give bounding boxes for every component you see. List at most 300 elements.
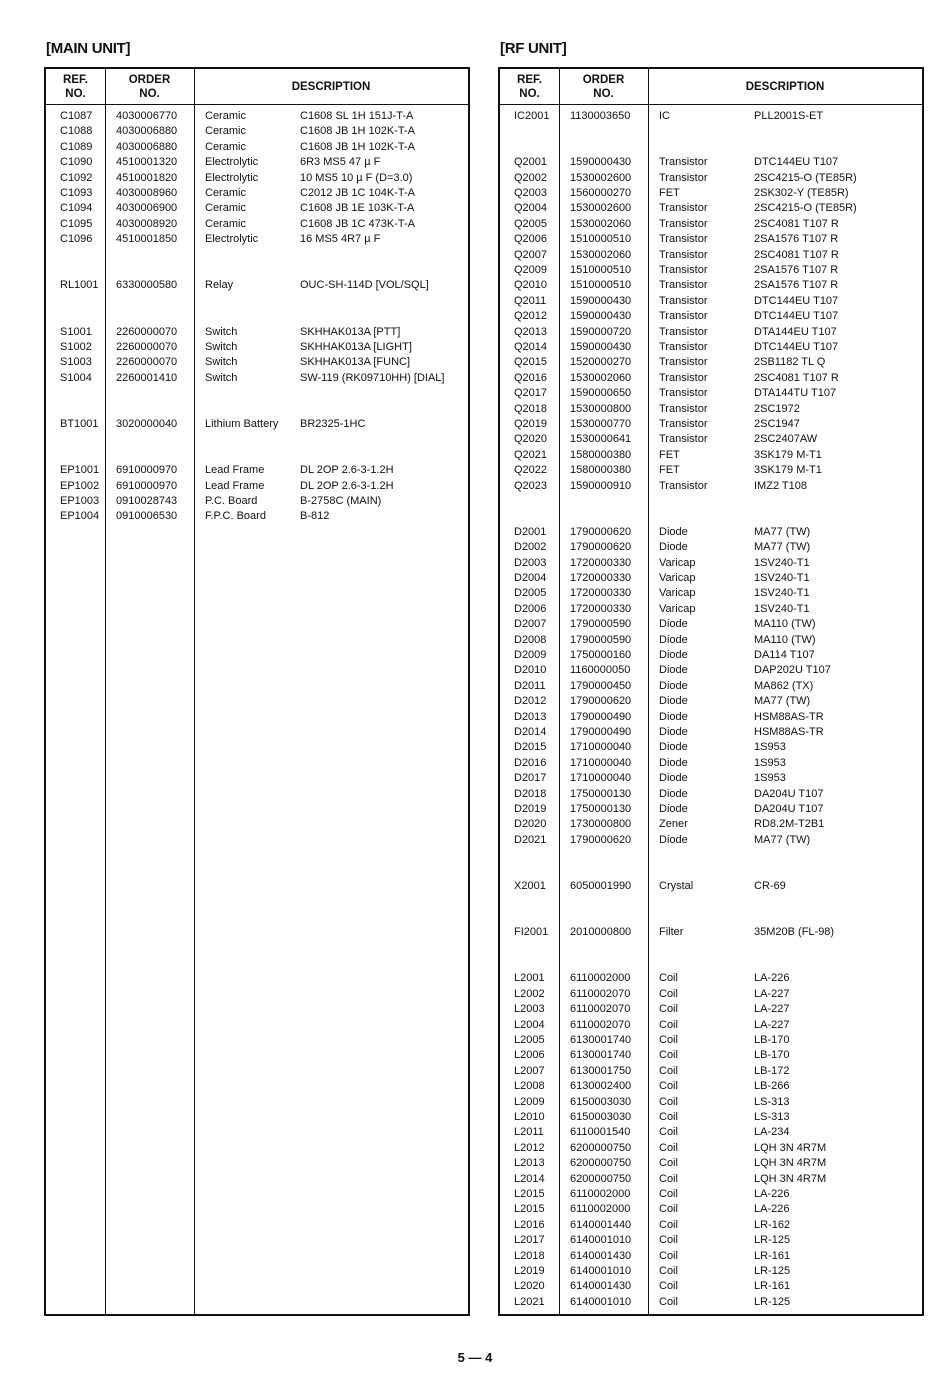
part-ref-no: EP1002 xyxy=(60,479,100,492)
part-order-no: 1530000641 xyxy=(570,433,632,446)
table-row xyxy=(500,1002,922,1017)
table-row xyxy=(500,586,922,601)
part-type: Transistor xyxy=(659,156,708,169)
part-order-no: 1750000130 xyxy=(570,787,632,800)
part-type: Coil xyxy=(659,1034,678,1046)
part-order-no: 4030006880 xyxy=(116,140,178,153)
table-row xyxy=(46,155,468,170)
part-spec: C1608 JB 1H 102K-T-A xyxy=(300,125,415,138)
part-type: Coil xyxy=(659,1111,678,1123)
part-order-no: 4510001820 xyxy=(116,171,178,184)
part-type: Diode xyxy=(659,664,688,677)
part-ref-no: D2010 xyxy=(514,664,547,677)
part-spec: B-812 xyxy=(300,510,330,523)
part-type: Zener xyxy=(659,818,688,831)
part-ref-no: L2016 xyxy=(514,1218,545,1231)
part-spec: 2SC2407AW xyxy=(754,433,818,446)
part-type: Transistor xyxy=(659,387,708,400)
table-row xyxy=(46,340,468,355)
part-ref-no: D2007 xyxy=(514,618,547,631)
part-ref-no: Q2018 xyxy=(514,402,548,415)
part-spec: C1608 JB 1C 473K-T-A xyxy=(300,217,415,230)
part-ref-no: L2018 xyxy=(514,1249,545,1262)
table-row xyxy=(500,525,922,540)
part-ref-no: Q2019 xyxy=(514,418,548,430)
part-order-no: 2260000070 xyxy=(116,341,178,353)
table-row xyxy=(500,1048,922,1063)
part-ref-no: S1004 xyxy=(60,371,92,384)
table-row xyxy=(46,217,468,232)
part-spec: SKHHAK013A [PTT] xyxy=(300,325,401,338)
table-row xyxy=(500,602,922,617)
part-ref-no: RL1001 xyxy=(60,279,99,292)
part-order-no: 6140001010 xyxy=(570,1234,632,1247)
part-ref-no: Q2023 xyxy=(514,479,548,492)
table-row xyxy=(500,186,922,201)
rf-unit-title: [RF UNIT] xyxy=(500,40,567,57)
part-ref-no: D2005 xyxy=(514,587,547,600)
part-order-no: 1590000910 xyxy=(570,479,632,492)
part-ref-no: L2008 xyxy=(514,1080,545,1093)
table-row xyxy=(500,432,922,447)
part-type: Diode xyxy=(659,525,688,538)
part-type: Transistor xyxy=(659,264,708,276)
part-spec: 2SC1972 xyxy=(754,402,800,415)
table-row xyxy=(46,171,468,186)
part-order-no: 1720000330 xyxy=(570,587,632,600)
part-spec: LB-170 xyxy=(754,1049,790,1062)
table-row xyxy=(500,1018,922,1033)
part-ref-no: L2006 xyxy=(514,1049,545,1062)
part-spec: CR-69 xyxy=(754,880,786,892)
part-spec: 1S953 xyxy=(754,741,786,754)
part-spec: 2SA1576 T107 R xyxy=(754,279,839,292)
part-ref-no: C1096 xyxy=(60,233,93,246)
part-order-no: 6150003030 xyxy=(570,1095,632,1108)
table-row xyxy=(500,1218,922,1233)
table-row xyxy=(46,325,468,340)
part-type: F.P.C. Board xyxy=(205,510,266,523)
part-ref-no: D2014 xyxy=(514,726,547,738)
part-ref-no: D2015 xyxy=(514,741,547,754)
part-ref-no: C1093 xyxy=(60,187,93,199)
part-spec: DTA144TU T107 xyxy=(754,387,837,400)
part-type: Transistor xyxy=(659,341,708,353)
part-ref-no: C1087 xyxy=(60,110,93,122)
part-order-no: 1530002600 xyxy=(570,202,632,215)
part-type: Coil xyxy=(659,1095,678,1108)
part-ref-no: D2008 xyxy=(514,633,547,646)
part-spec: 3SK179 M-T1 xyxy=(754,464,822,477)
part-ref-no: Q2017 xyxy=(514,387,548,400)
part-type: Ceramic xyxy=(205,110,246,122)
part-spec: 16 MS5 4R7 µ F xyxy=(300,233,381,246)
part-order-no: 6140001010 xyxy=(570,1295,632,1308)
part-type: Ceramic xyxy=(205,140,246,153)
part-spec: 1S953 xyxy=(754,772,786,785)
table-row xyxy=(500,248,922,263)
part-ref-no: L2002 xyxy=(514,987,545,1000)
part-spec: DA204U T107 xyxy=(754,787,824,800)
part-ref-no: S1002 xyxy=(60,341,92,353)
part-ref-no: Q2001 xyxy=(514,156,548,169)
part-ref-no: D2019 xyxy=(514,803,547,815)
part-spec: HSM88AS-TR xyxy=(754,726,824,738)
table-row xyxy=(46,109,468,124)
table-row xyxy=(500,817,922,832)
rf-header-ref-label: REF. NO. xyxy=(517,73,542,100)
table-row xyxy=(500,740,922,755)
part-spec: LS-313 xyxy=(754,1111,790,1123)
part-ref-no: Q2016 xyxy=(514,371,548,384)
part-order-no: 1790000490 xyxy=(570,726,632,738)
part-type: Coil xyxy=(659,1188,678,1200)
part-ref-no: D2001 xyxy=(514,525,547,538)
part-type: Crystal xyxy=(659,880,694,892)
part-type: Transistor xyxy=(659,294,708,307)
part-order-no: 1790000590 xyxy=(570,633,632,646)
part-type: Relay xyxy=(205,279,234,292)
table-row xyxy=(46,201,468,216)
part-type: Electrolytic xyxy=(205,233,259,246)
part-ref-no: L2015 xyxy=(514,1188,545,1200)
part-spec: 6R3 MS5 47 µ F xyxy=(300,156,381,169)
part-spec: LR-125 xyxy=(754,1295,791,1308)
part-type: Transistor xyxy=(659,279,708,292)
table-row xyxy=(500,155,922,170)
part-type: Coil xyxy=(659,1203,678,1216)
part-ref-no: Q2020 xyxy=(514,433,548,446)
part-ref-no: C1089 xyxy=(60,140,93,153)
part-ref-no: D2002 xyxy=(514,541,547,554)
part-order-no: 2010000800 xyxy=(570,926,632,939)
part-ref-no: FI2001 xyxy=(514,926,549,939)
table-row xyxy=(500,1187,922,1202)
part-spec: 1SV240-T1 xyxy=(754,602,810,615)
table-row xyxy=(500,340,922,355)
part-order-no: 1790000620 xyxy=(570,695,632,708)
table-row xyxy=(500,1264,922,1279)
part-ref-no: L2019 xyxy=(514,1265,545,1277)
part-spec: DTC144EU T107 xyxy=(754,156,839,169)
part-type: P.C. Board xyxy=(205,495,258,507)
part-order-no: 3020000040 xyxy=(116,418,178,430)
part-spec: SW-119 (RK09710HH) [DIAL] xyxy=(300,371,445,384)
part-ref-no: EP1004 xyxy=(60,510,100,523)
part-type: Coil xyxy=(659,1280,678,1293)
table-row xyxy=(46,494,468,509)
part-ref-no: S1001 xyxy=(60,325,92,338)
part-order-no: 1520000270 xyxy=(570,356,632,369)
part-order-no: 1510000510 xyxy=(570,264,632,276)
part-spec: LA-226 xyxy=(754,1203,790,1216)
part-spec: C2012 JB 1C 104K-T-A xyxy=(300,187,415,199)
part-type: Diode xyxy=(659,618,688,631)
part-order-no: 1790000450 xyxy=(570,679,632,692)
part-type: Transistor xyxy=(659,248,708,261)
part-spec: MA110 (TW) xyxy=(754,633,816,646)
part-spec: LR-125 xyxy=(754,1265,791,1277)
part-type: Coil xyxy=(659,1295,678,1308)
part-order-no: 6910000970 xyxy=(116,479,178,492)
part-spec: 2SC4081 T107 R xyxy=(754,371,839,384)
part-order-no: 4030006900 xyxy=(116,202,178,215)
table-row xyxy=(46,371,468,386)
table-row xyxy=(46,232,468,247)
part-order-no: 6140001430 xyxy=(570,1280,632,1293)
part-order-no: 6200000750 xyxy=(570,1141,632,1154)
table-row xyxy=(500,971,922,986)
part-order-no: 1710000040 xyxy=(570,741,632,754)
part-order-no: 1590000650 xyxy=(570,387,632,400)
part-type: Varicap xyxy=(659,572,696,584)
part-spec: LA-227 xyxy=(754,1003,790,1016)
table-row xyxy=(500,1110,922,1125)
part-ref-no: D2020 xyxy=(514,818,547,831)
rf-unit-table xyxy=(498,67,924,1316)
part-order-no: 1580000380 xyxy=(570,448,632,461)
part-spec: 2SA1576 T107 R xyxy=(754,264,839,276)
part-spec: MA77 (TW) xyxy=(754,541,811,554)
table-row xyxy=(500,679,922,694)
table-row xyxy=(500,633,922,648)
part-spec: 2SK302-Y (TE85R) xyxy=(754,187,849,199)
part-spec: LB-170 xyxy=(754,1034,790,1046)
part-order-no: 1790000590 xyxy=(570,618,632,631)
part-type: Transistor xyxy=(659,371,708,384)
part-ref-no: D2013 xyxy=(514,710,547,723)
part-order-no: 0910028743 xyxy=(116,495,178,507)
part-spec: SKHHAK013A [FUNC] xyxy=(300,356,411,369)
part-ref-no: L2020 xyxy=(514,1280,545,1293)
part-spec: 2SC4081 T107 R xyxy=(754,248,839,261)
part-ref-no: Q2014 xyxy=(514,341,548,353)
part-type: Coil xyxy=(659,1218,678,1231)
part-order-no: 6330000580 xyxy=(116,279,178,292)
part-ref-no: Q2012 xyxy=(514,310,548,323)
part-type: Diode xyxy=(659,649,688,661)
part-ref-no: L2003 xyxy=(514,1003,545,1016)
part-ref-no: L2009 xyxy=(514,1095,545,1108)
part-type: Transistor xyxy=(659,202,708,215)
part-spec: DL 2OP 2.6-3-1.2H xyxy=(300,464,394,477)
table-row xyxy=(500,1141,922,1156)
part-type: Lead Frame xyxy=(205,479,265,492)
table-row xyxy=(500,217,922,232)
table-row xyxy=(500,171,922,186)
part-ref-no: X2001 xyxy=(514,880,546,892)
part-ref-no: Q2021 xyxy=(514,448,548,461)
part-type: Diode xyxy=(659,833,688,846)
part-order-no: 1720000330 xyxy=(570,602,632,615)
part-ref-no: C1090 xyxy=(60,156,93,169)
part-ref-no: D2012 xyxy=(514,695,547,708)
part-type: Diode xyxy=(659,633,688,646)
part-order-no: 6110001540 xyxy=(570,1126,631,1139)
part-ref-no: D2017 xyxy=(514,772,547,785)
part-spec: MA110 (TW) xyxy=(754,618,816,631)
part-type: Diode xyxy=(659,756,688,769)
part-type: Electrolytic xyxy=(205,156,259,169)
part-order-no: 6150003030 xyxy=(570,1111,632,1123)
part-order-no: 1530002060 xyxy=(570,248,632,261)
part-type: Diode xyxy=(659,726,688,738)
part-order-no: 1590000430 xyxy=(570,341,632,353)
part-spec: RD8.2M-T2B1 xyxy=(754,818,825,831)
part-spec: 1SV240-T1 xyxy=(754,587,810,600)
table-row xyxy=(500,1095,922,1110)
part-type: Diode xyxy=(659,695,688,708)
part-order-no: 6110002070 xyxy=(570,987,631,1000)
part-type: Coil xyxy=(659,1003,678,1016)
part-spec: 2SC4081 T107 R xyxy=(754,217,839,230)
part-type: Switch xyxy=(205,356,238,369)
part-spec: 1SV240-T1 xyxy=(754,556,810,569)
part-type: Electrolytic xyxy=(205,171,259,184)
table-row xyxy=(500,201,922,216)
part-ref-no: D2006 xyxy=(514,602,547,615)
rf-header-order-label: ORDER NO. xyxy=(582,73,625,100)
part-spec: 3SK179 M-T1 xyxy=(754,448,822,461)
table-row xyxy=(500,802,922,817)
part-spec: 2SC1947 xyxy=(754,418,800,430)
part-spec: LA-227 xyxy=(754,1018,790,1031)
part-ref-no: D2004 xyxy=(514,572,547,584)
table-row xyxy=(500,278,922,293)
page-number: 5 — 4 xyxy=(457,1350,493,1365)
part-order-no: 1580000380 xyxy=(570,464,632,477)
part-spec: 2SC4215-O (TE85R) xyxy=(754,171,857,184)
part-spec: LA-226 xyxy=(754,972,790,985)
part-order-no: 4030006770 xyxy=(116,110,178,122)
part-spec: 2SC4215-O (TE85R) xyxy=(754,202,857,215)
part-ref-no: Q2022 xyxy=(514,464,548,477)
part-order-no: 1790000620 xyxy=(570,541,632,554)
part-ref-no: Q2005 xyxy=(514,217,548,230)
table-row xyxy=(46,479,468,494)
part-ref-no: Q2015 xyxy=(514,356,548,369)
part-spec: LQH 3N 4R7M xyxy=(754,1157,827,1170)
part-spec: C1608 JB 1E 103K-T-A xyxy=(300,202,415,215)
part-type: Coil xyxy=(659,1126,678,1139)
part-spec: OUC-SH-114D [VOL/SQL] xyxy=(300,279,429,292)
part-type: Ceramic xyxy=(205,217,246,230)
part-ref-no: L2015 xyxy=(514,1203,545,1216)
table-row xyxy=(500,556,922,571)
part-ref-no: C1094 xyxy=(60,202,93,215)
part-spec: LQH 3N 4R7M xyxy=(754,1141,827,1154)
part-ref-no: L2010 xyxy=(514,1111,545,1123)
part-order-no: 4510001320 xyxy=(116,156,178,169)
table-row xyxy=(500,771,922,786)
part-order-no: 1750000160 xyxy=(570,649,632,661)
part-type: FET xyxy=(659,187,680,199)
part-order-no: 2260000070 xyxy=(116,325,178,338)
rf-header-description-label: DESCRIPTION xyxy=(745,80,825,93)
part-ref-no: D2016 xyxy=(514,756,547,769)
part-spec: IMZ2 T108 xyxy=(754,479,807,492)
part-order-no: 1710000040 xyxy=(570,756,632,769)
part-type: Varicap xyxy=(659,556,696,569)
part-type: Transistor xyxy=(659,356,708,369)
part-order-no: 6110002000 xyxy=(570,972,631,985)
table-row xyxy=(500,1202,922,1217)
part-order-no: 2260000070 xyxy=(116,356,178,369)
part-spec: LB-266 xyxy=(754,1080,790,1093)
part-order-no: 6200000750 xyxy=(570,1172,632,1185)
part-ref-no: L2001 xyxy=(514,972,545,985)
part-order-no: 1560000270 xyxy=(570,187,632,199)
part-ref-no: BT1001 xyxy=(60,418,99,430)
part-order-no: 1130003650 xyxy=(570,110,631,122)
table-row xyxy=(46,417,468,432)
part-spec: HSM88AS-TR xyxy=(754,710,824,723)
part-type: Transistor xyxy=(659,310,708,323)
part-ref-no: C1088 xyxy=(60,125,93,138)
part-type: FET xyxy=(659,448,680,461)
table-row xyxy=(500,1279,922,1294)
part-ref-no: Q2011 xyxy=(514,294,547,307)
part-order-no: 6140001010 xyxy=(570,1265,632,1277)
part-order-no: 1530000770 xyxy=(570,418,632,430)
part-type: Coil xyxy=(659,972,678,985)
part-type: Coil xyxy=(659,1157,678,1170)
part-order-no: 1720000330 xyxy=(570,572,632,584)
part-order-no: 6130002400 xyxy=(570,1080,632,1093)
part-order-no: 1730000800 xyxy=(570,818,632,831)
part-type: Varicap xyxy=(659,602,696,615)
part-type: Coil xyxy=(659,1064,678,1077)
part-order-no: 1790000490 xyxy=(570,710,632,723)
part-type: Switch xyxy=(205,371,238,384)
part-spec: 1S953 xyxy=(754,756,786,769)
table-row xyxy=(500,1172,922,1187)
part-spec: DL 2OP 2.6-3-1.2H xyxy=(300,479,394,492)
table-row xyxy=(500,787,922,802)
part-type: Varicap xyxy=(659,587,696,600)
part-type: Transistor xyxy=(659,418,708,430)
part-spec: MA77 (TW) xyxy=(754,525,811,538)
table-row xyxy=(500,371,922,386)
part-ref-no: L2012 xyxy=(514,1141,545,1154)
part-order-no: 1530002060 xyxy=(570,371,632,384)
part-spec: LR-125 xyxy=(754,1234,791,1247)
part-order-no: 1710000040 xyxy=(570,772,632,785)
part-order-no: 6110002070 xyxy=(570,1018,631,1031)
table-row xyxy=(500,987,922,1002)
part-ref-no: D2003 xyxy=(514,556,547,569)
part-spec: LA-227 xyxy=(754,987,790,1000)
part-ref-no: EP1003 xyxy=(60,495,100,507)
part-spec: 35M20B (FL-98) xyxy=(754,926,835,939)
table-row xyxy=(46,509,468,524)
table-row xyxy=(46,140,468,155)
part-type: Filter xyxy=(659,926,684,939)
part-type: Coil xyxy=(659,1018,678,1031)
main-header-ref-label: REF. NO. xyxy=(63,73,88,100)
part-spec: 2SA1576 T107 R xyxy=(754,233,839,246)
main-header-order-label: ORDER NO. xyxy=(128,73,171,100)
table-row xyxy=(500,617,922,632)
part-order-no: 6110002000 xyxy=(570,1203,631,1216)
table-row xyxy=(500,309,922,324)
part-ref-no: D2011 xyxy=(514,679,546,692)
part-type: Diode xyxy=(659,741,688,754)
part-spec: C1608 SL 1H 151J-T-A xyxy=(300,110,414,122)
part-type: Transistor xyxy=(659,325,708,338)
part-spec: MA77 (TW) xyxy=(754,695,811,708)
table-row xyxy=(500,756,922,771)
